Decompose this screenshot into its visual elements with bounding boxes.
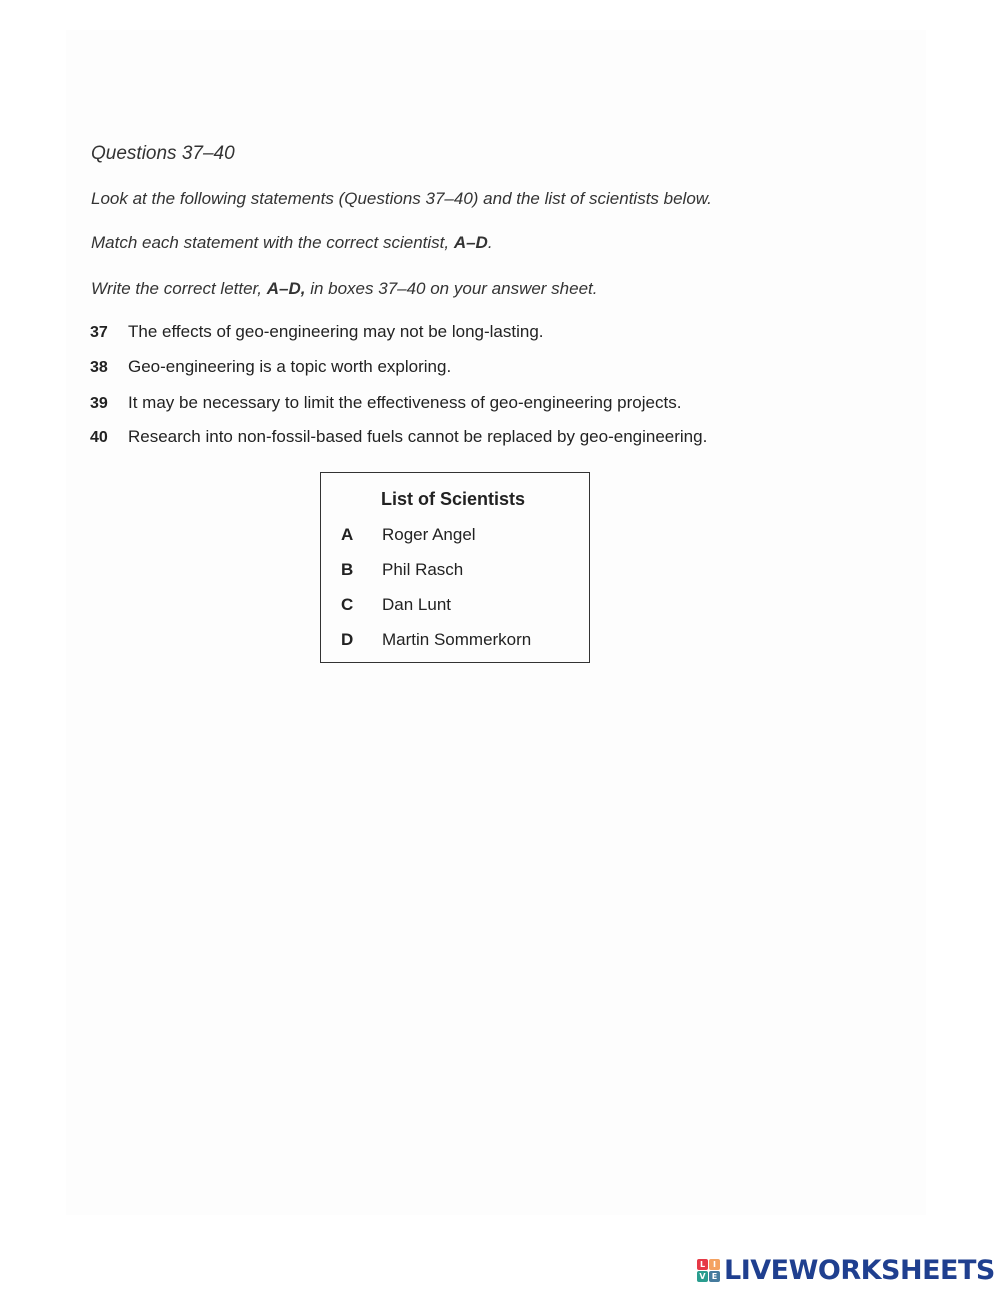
instruction-line-2 (91, 233, 493, 253)
scientist-letter: B (341, 560, 354, 579)
question-number: 40 (90, 429, 108, 446)
question-text: The effects of geo-engineering may not be long-lasting. (128, 322, 544, 341)
scientist-row (341, 525, 476, 545)
scientist-row (341, 595, 451, 615)
liveworksheets-logo-text: LIVEWORKSHEETS (724, 1254, 995, 1286)
question-row (90, 393, 681, 413)
scientists-list-title: List of Scientists (381, 489, 526, 509)
instruction-2-range: A–D (453, 233, 488, 252)
instruction-line-3 (91, 279, 598, 299)
logo-icon-block: I (709, 1259, 720, 1270)
question-text: It may be necessary to limit the effectiveness of geo-engineering projects. (128, 393, 682, 412)
liveworksheets-logo[interactable] (697, 1254, 995, 1286)
scientist-row (341, 630, 531, 650)
logo-icon-block: L (697, 1259, 708, 1270)
logo-icon-block: V (697, 1271, 708, 1282)
scientist-letter: D (341, 630, 354, 649)
question-row (90, 322, 544, 342)
question-row (90, 427, 707, 447)
instruction-3-suffix: in boxes 37–40 on your answer sheet. (305, 279, 598, 298)
question-row (90, 357, 451, 377)
question-text: Geo-engineering is a topic worth exploring. (128, 357, 452, 376)
scientist-name: Roger Angel (382, 525, 476, 544)
logo-icon-block: E (709, 1271, 720, 1282)
scientist-name: Dan Lunt (382, 595, 451, 614)
question-number: 39 (90, 395, 108, 412)
scientist-letter: C (341, 595, 354, 614)
question-number: 37 (90, 324, 108, 341)
instruction-3-range: A–D, (266, 279, 306, 298)
scientist-letter: A (341, 525, 354, 544)
instruction-2-prefix: Match each statement with the correct scientist, (91, 233, 454, 252)
liveworksheets-logo-icon (697, 1259, 720, 1282)
instruction-2-suffix: . (487, 233, 493, 252)
question-text: Research into non-fossil-based fuels cannot be replaced by geo-engineering. (128, 427, 708, 446)
scientist-name: Martin Sommerkorn (382, 630, 532, 649)
scientist-name: Phil Rasch (382, 560, 464, 579)
scientist-row (341, 560, 463, 580)
instruction-3-prefix: Write the correct letter, (91, 279, 267, 298)
questions-heading: Questions 37–40 (91, 143, 235, 164)
instruction-line-1: Look at the following statements (Questions 37–40) and the list of scientists below. (91, 189, 712, 208)
scientists-list-box (320, 472, 590, 663)
question-number: 38 (90, 359, 108, 376)
